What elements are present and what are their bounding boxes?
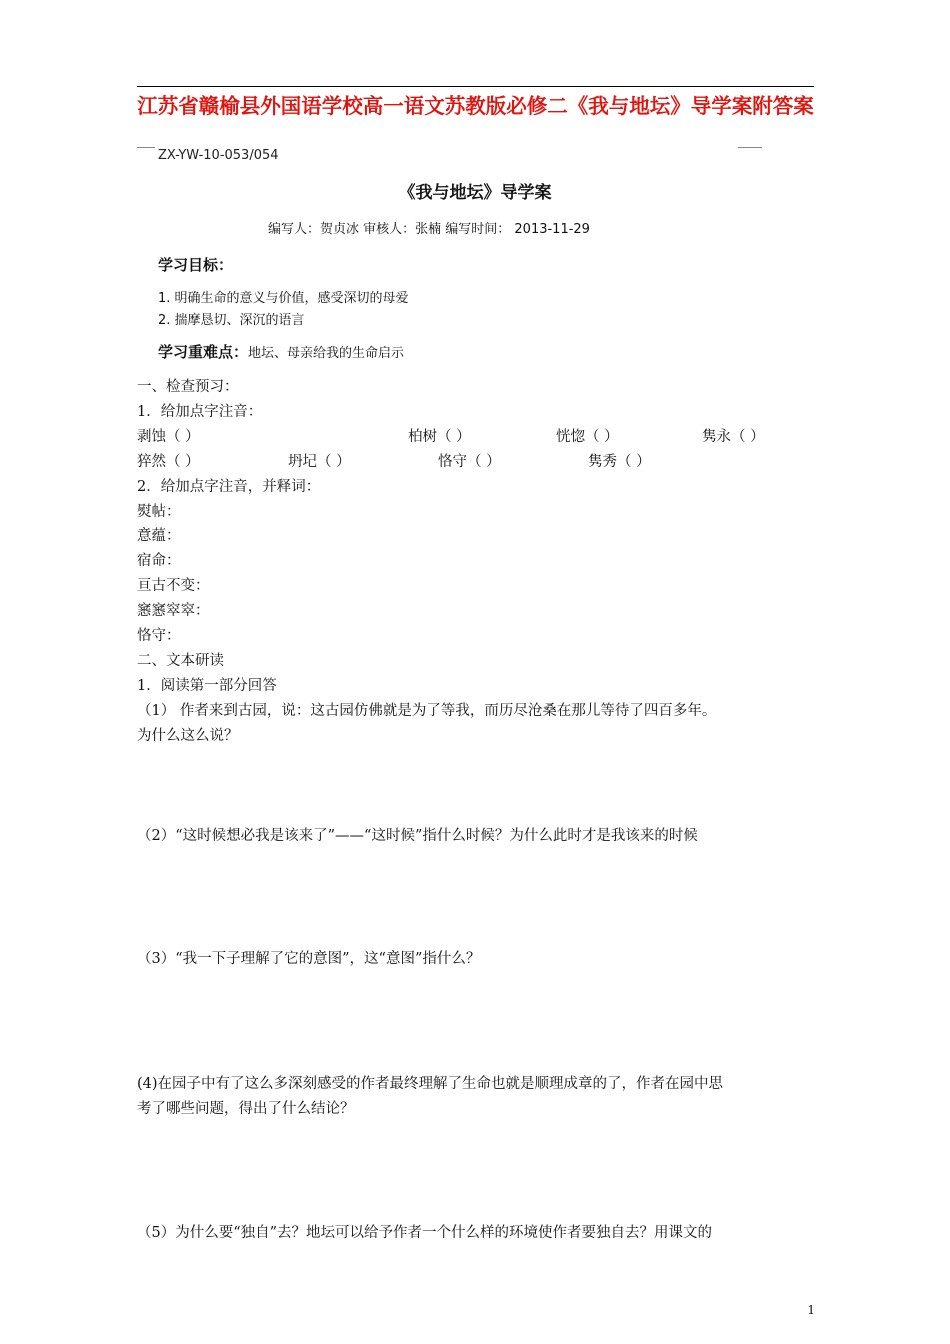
pinyin-item: 坍圮（ ） bbox=[288, 454, 351, 470]
word-item: 宿命： bbox=[137, 553, 181, 569]
key-points-heading: 学习重难点： bbox=[158, 343, 249, 361]
code-right-rule bbox=[738, 147, 762, 148]
word-item: 恪守： bbox=[137, 628, 181, 644]
page-number: 1 bbox=[807, 1303, 815, 1317]
author-meta: 编写人：贺贞冰 审核人：张楠 编写时间： 2013-11-29 bbox=[268, 222, 590, 237]
question-4: (4)在园子中有了这么多深刻感受的作者最终理解了生命也就是顺理成章的了，作者在园中思 bbox=[137, 1076, 724, 1092]
question-4-cont: 考了哪些问题，得出了什么结论？ bbox=[137, 1101, 355, 1117]
pinyin-item: 隽秀（ ） bbox=[588, 454, 651, 470]
code-left-rule bbox=[137, 147, 155, 148]
pinyin-item: 隽永（ ） bbox=[702, 429, 765, 445]
word-item: 熨帖： bbox=[137, 504, 181, 520]
word-item: 窸窸窣窣： bbox=[137, 603, 210, 619]
document-subtitle: 《我与地坛》导学案 bbox=[398, 183, 552, 203]
goals-heading: 学习目标： bbox=[158, 256, 234, 274]
question-1-cont: 为什么这么说？ bbox=[137, 728, 239, 744]
question-3: （3）“我一下子理解了它的意图”，这“意图”指什么？ bbox=[137, 951, 481, 967]
word-item: 意蕴： bbox=[137, 528, 181, 544]
question-define: 2．给加点字注音，并释词： bbox=[137, 479, 321, 495]
word-item: 亘古不变： bbox=[137, 578, 210, 594]
document-title: 江苏省赣榆县外国语学校高一语文苏教版必修二《我与地坛》导学案附答案 bbox=[137, 94, 814, 118]
header-rule bbox=[137, 86, 814, 87]
pinyin-item: 猝然（ ） bbox=[137, 454, 200, 470]
pinyin-item: 恪守（ ） bbox=[438, 454, 501, 470]
pinyin-item: 恍惚（ ） bbox=[556, 429, 619, 445]
pinyin-item: 柏树（ ） bbox=[408, 429, 471, 445]
goal-item-1: 1. 明确生命的意义与价值，感受深切的母爱 bbox=[158, 291, 409, 306]
goal-item-2: 2. 揣摩恳切、深沉的语言 bbox=[158, 313, 305, 328]
question-1: （1） 作者来到古园，说：这古园仿佛就是为了等我，而历尽沧桑在那儿等待了四百多年。 bbox=[137, 703, 717, 719]
section-heading-reading: 二、文本研读 bbox=[137, 653, 224, 669]
key-points bbox=[158, 341, 404, 362]
question-5: （5）为什么要“独自”去？地坛可以给予作者一个什么样的环境使作者要独自去？用课文的 bbox=[137, 1225, 713, 1241]
reading-instruction: 1．阅读第一部分回答 bbox=[137, 678, 277, 694]
section-heading-preview: 一、检查预习： bbox=[137, 379, 239, 395]
question-pinyin: 1．给加点字注音： bbox=[137, 404, 263, 420]
document-code: ZX-YW-10-053/054 bbox=[158, 148, 279, 163]
key-points-text: 地坛、母亲给我的生命启示 bbox=[248, 346, 405, 361]
question-2: （2）“这时候想必我是该来了”——“这时候”指什么时候？为什么此时才是我该来的时候 bbox=[137, 828, 698, 844]
pinyin-item: 剥蚀（ ） bbox=[137, 429, 200, 445]
